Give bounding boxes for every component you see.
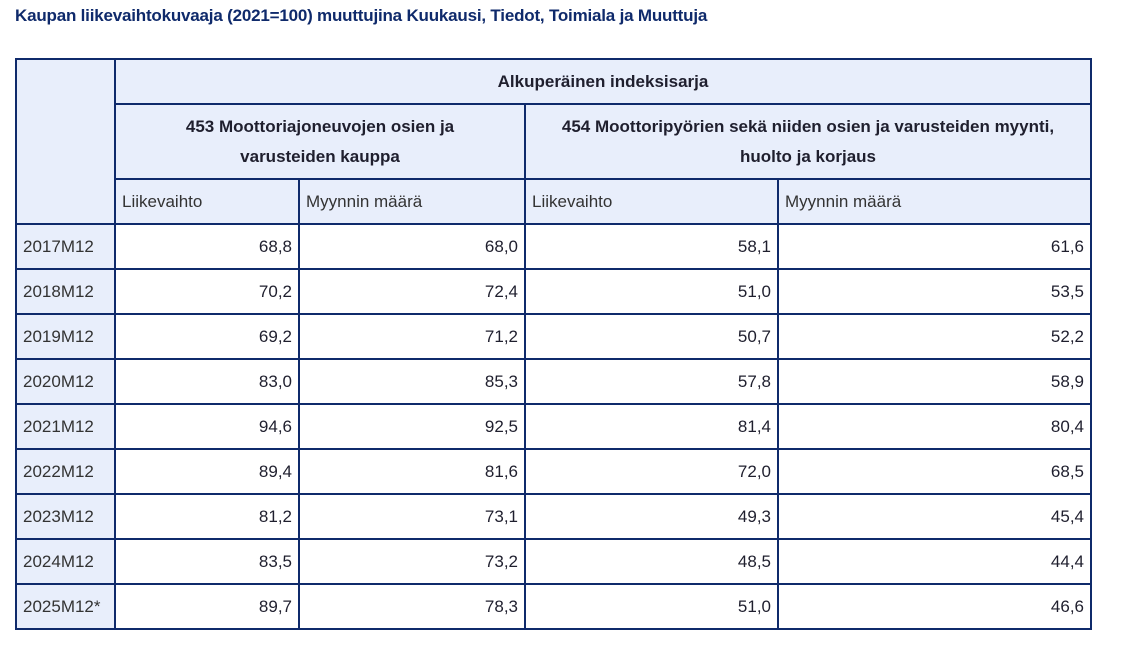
table-cell: 80,4: [778, 404, 1091, 449]
table-cell: 81,6: [299, 449, 525, 494]
group-header-454-line2: huolto ja korjaus: [739, 146, 877, 166]
table-cell: 69,2: [115, 314, 299, 359]
table-cell: 72,4: [299, 269, 525, 314]
table-cell: 57,8: [525, 359, 778, 404]
table-cell: 78,3: [299, 584, 525, 629]
data-table: [15, 58, 1092, 630]
group-header-454: [525, 104, 1091, 179]
table-cell: 94,6: [115, 404, 299, 449]
table-cell: 73,2: [299, 539, 525, 584]
table-cell: 61,6: [778, 224, 1091, 269]
table-row: [16, 269, 1091, 314]
table-cell: 71,2: [299, 314, 525, 359]
table-cell: 48,5: [525, 539, 778, 584]
column-header: Myynnin määrä: [778, 179, 1091, 224]
table-row: [16, 404, 1091, 449]
row-label: 2021M12: [16, 404, 115, 449]
table-cell: 83,0: [115, 359, 299, 404]
table-cell: 68,5: [778, 449, 1091, 494]
table-row: [16, 539, 1091, 584]
table-cell: 53,5: [778, 269, 1091, 314]
top-header: Alkuperäinen indeksisarja: [115, 59, 1091, 104]
table-cell: 70,2: [115, 269, 299, 314]
table-cell: 51,0: [525, 269, 778, 314]
column-header: Liikevaihto: [525, 179, 778, 224]
table-cell: 85,3: [299, 359, 525, 404]
table-cell: 58,1: [525, 224, 778, 269]
table-cell: 58,9: [778, 359, 1091, 404]
group-header-453: [115, 104, 525, 179]
table-cell: 50,7: [525, 314, 778, 359]
table-cell: 92,5: [299, 404, 525, 449]
group-header-453-line2: varusteiden kauppa: [240, 146, 400, 166]
table-cell: 68,8: [115, 224, 299, 269]
row-label: 2023M12: [16, 494, 115, 539]
table-cell: 72,0: [525, 449, 778, 494]
table-cell: 45,4: [778, 494, 1091, 539]
group-header-453-line1: 453 Moottoriajoneuvojen osien ja: [185, 116, 455, 136]
table-cell: 73,1: [299, 494, 525, 539]
table-cell: 46,6: [778, 584, 1091, 629]
row-label: 2017M12: [16, 224, 115, 269]
table-cell: 44,4: [778, 539, 1091, 584]
table-cell: 52,2: [778, 314, 1091, 359]
table-row: [16, 584, 1091, 629]
row-label: 2018M12: [16, 269, 115, 314]
column-header: Myynnin määrä: [299, 179, 525, 224]
row-label: 2022M12: [16, 449, 115, 494]
table-cell: 51,0: [525, 584, 778, 629]
table-row: [16, 359, 1091, 404]
row-label: 2019M12: [16, 314, 115, 359]
table-cell: 83,5: [115, 539, 299, 584]
group-header-454-line1: 454 Moottoripyörien sekä niiden osien ja varusteiden myynti,: [561, 116, 1055, 136]
table-cell: 81,4: [525, 404, 778, 449]
table-corner-cell: [16, 59, 115, 224]
page-title: Kaupan liikevaihtokuvaaja (2021=100) muuttujina Kuukausi, Tiedot, Toimiala ja Muuttuja: [15, 6, 708, 25]
table-cell: 49,3: [525, 494, 778, 539]
row-label: 2020M12: [16, 359, 115, 404]
table-cell: 68,0: [299, 224, 525, 269]
table-cell: 89,7: [115, 584, 299, 629]
table-row: [16, 449, 1091, 494]
row-label: 2025M12*: [16, 584, 115, 629]
table-row: [16, 314, 1091, 359]
table-row: [16, 224, 1091, 269]
column-header: Liikevaihto: [115, 179, 299, 224]
table-cell: 81,2: [115, 494, 299, 539]
table-cell: 89,4: [115, 449, 299, 494]
table-row: [16, 494, 1091, 539]
row-label: 2024M12: [16, 539, 115, 584]
